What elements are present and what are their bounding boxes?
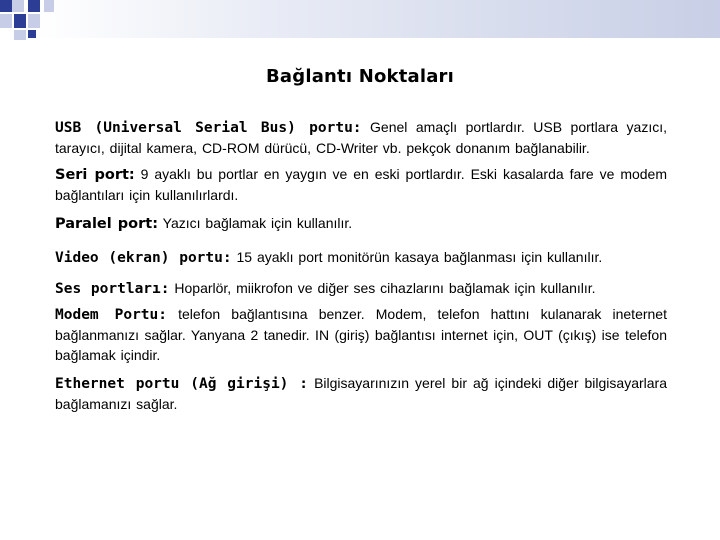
term-video: Video (ekran) portu:: [55, 250, 232, 266]
term-seri: Seri port:: [55, 167, 135, 183]
corner-square-dark-2: [28, 0, 40, 12]
corner-square-light-5: [14, 30, 26, 40]
corner-square-light-1: [12, 0, 24, 12]
corner-square-dark-1: [0, 0, 12, 12]
text-modem: telefon bağlantısına benzer. Modem, telefon hattını kulanarak ineternet bağlanmanızı sağlar. Yanyana 2 tanedir. IN (giriş) bağlantısı internet için, OUT (çıkış) ise telefon bağlamak içindir.: [55, 306, 667, 363]
text-paralel: Yazıcı bağlamak için kullanılır.: [158, 215, 353, 231]
corner-square-light-2: [44, 0, 54, 12]
paragraph-paralel: [55, 213, 667, 234]
text-seri: 9 ayaklı bu portlar en yaygın ve en eski portlardır. Eski kasalarda fare ve modem bağlantıları için kullanılırlardı.: [55, 166, 667, 203]
term-ethernet: Ethernet portu (Ağ girişi) :: [55, 376, 309, 392]
corner-square-dark-4: [28, 30, 36, 38]
text-video: 15 ayaklı port monitörün kasaya bağlanması için kullanılır.: [231, 249, 603, 265]
corner-square-dark-3: [14, 14, 26, 28]
paragraph-seri: [55, 164, 667, 205]
text-ses: Hoparlör, miikrofon ve diğer ses cihazlarını bağlamak için kullanılır.: [169, 280, 596, 296]
term-modem: Modem Portu:: [55, 307, 167, 323]
text-usb: Genel amaçlı portlardır. USB portlara yazıcı, tarayıcı, dijital kamera, CD-ROM dürücü, CD-Writer vb. pekçok donanım bağlanabilir.: [55, 119, 667, 156]
paragraph-ethernet: [55, 373, 667, 414]
slide-body: [55, 117, 667, 414]
term-usb: USB (Universal Serial Bus) portu:: [55, 120, 362, 136]
paragraph-ses: [55, 278, 667, 299]
slide-title: Bağlantı Noktaları: [265, 66, 455, 87]
paragraph-video: [55, 247, 667, 268]
term-ses: Ses portları:: [55, 281, 170, 297]
text-ethernet: Bilgisayarınızın yerel bir ağ içindeki diğer bilgisayarlara bağlamanızı sağlar.: [55, 375, 668, 412]
corner-square-light-3: [0, 14, 12, 28]
corner-square-light-4: [28, 14, 40, 28]
paragraph-usb: [55, 117, 667, 158]
header-band: [0, 0, 720, 38]
paragraph-modem: [55, 304, 667, 365]
term-paralel: Paralel port:: [55, 216, 159, 232]
